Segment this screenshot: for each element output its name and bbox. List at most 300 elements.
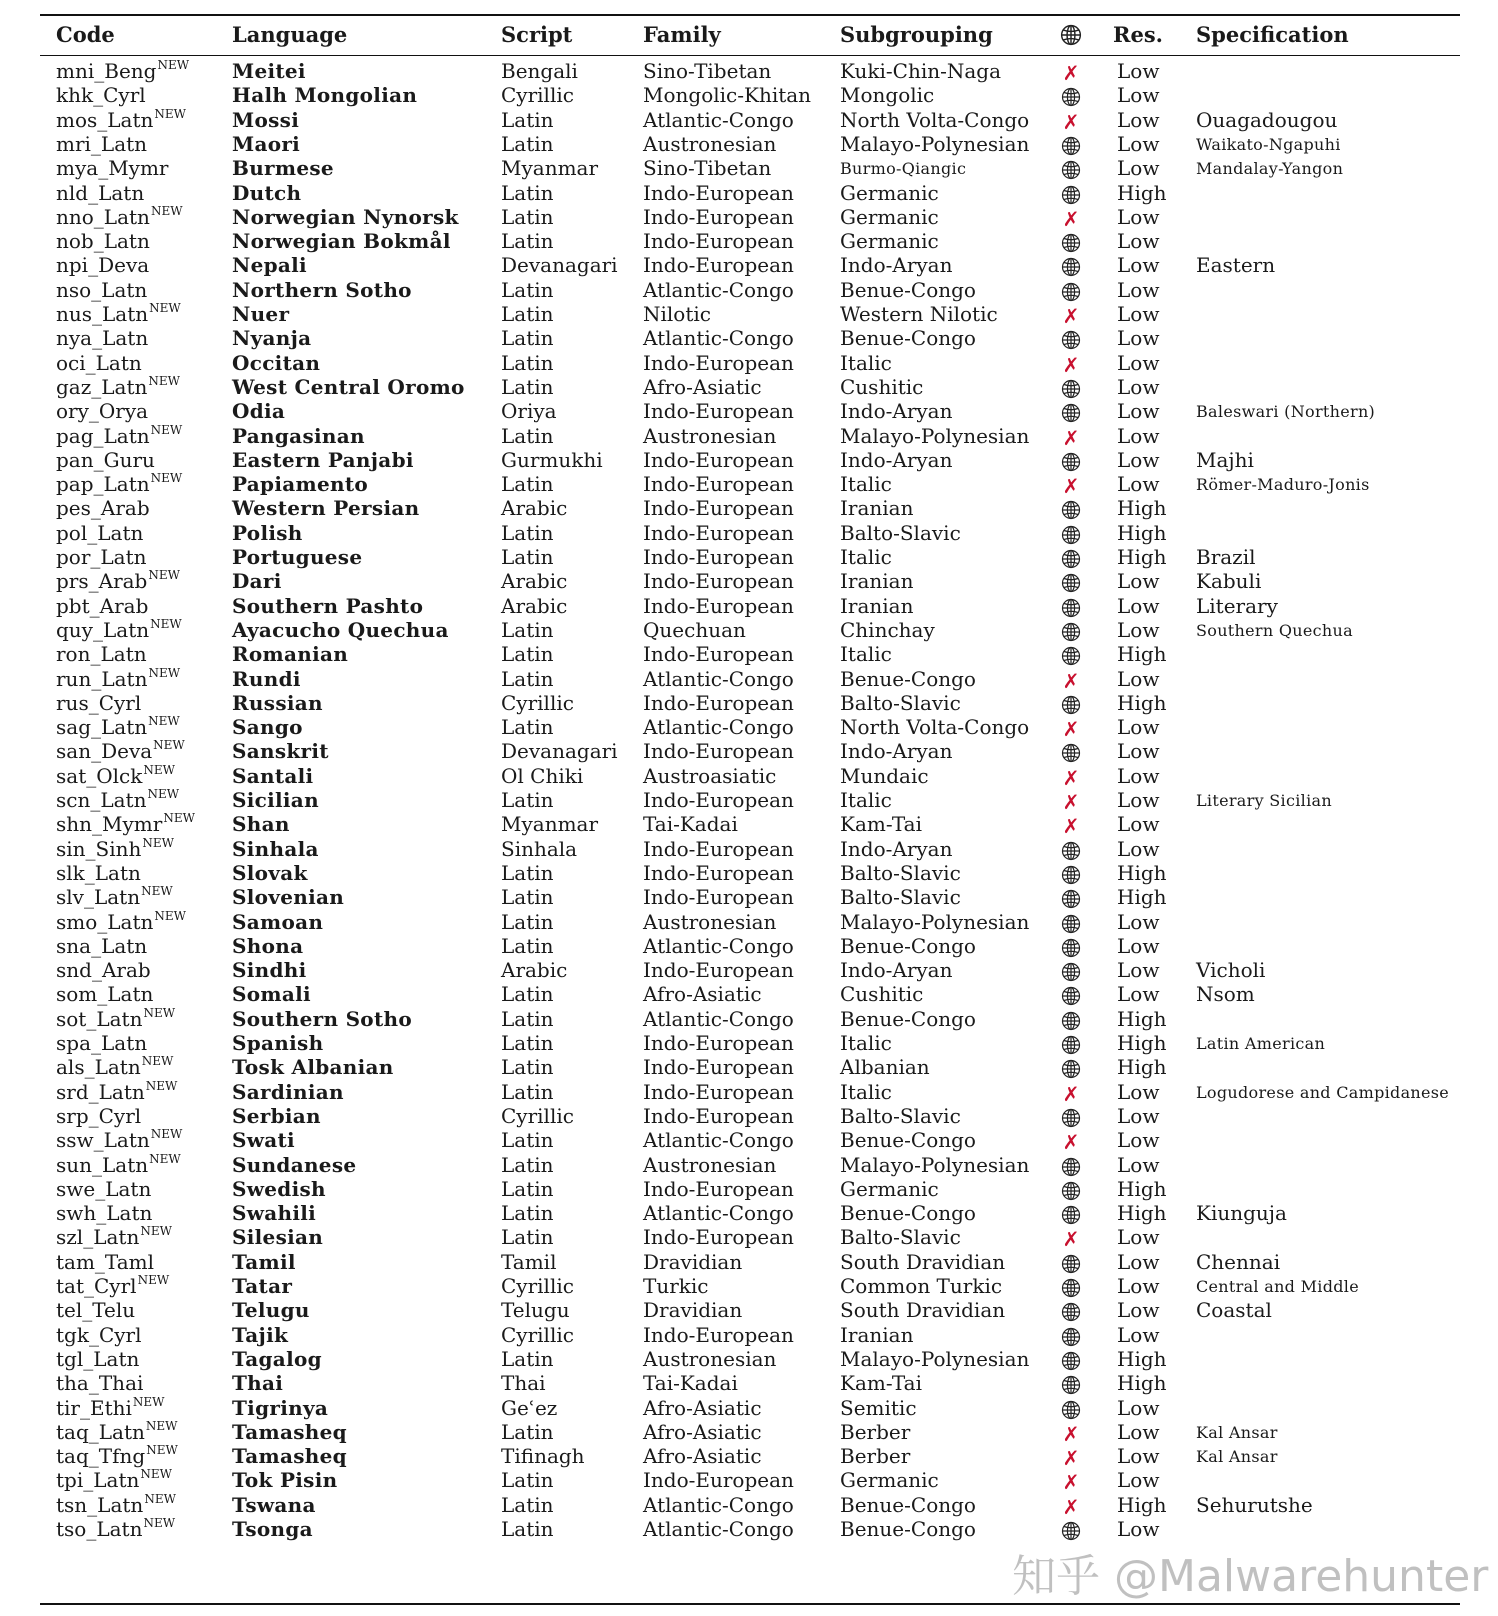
language-cell: Swati [232, 1128, 295, 1153]
specification-cell: Southern Quechua [1196, 620, 1353, 640]
subgrouping-cell: Burmo-Qiangic [840, 159, 967, 179]
family-cell: Indo-European [643, 1468, 794, 1493]
subgrouping-cell: Balto-Slavic [840, 520, 961, 545]
code-text: pag_Latn [56, 423, 150, 448]
family-cell: Indo-European [643, 885, 794, 910]
subgrouping-cell: Germanic [840, 1176, 939, 1201]
subgrouping-cell: Indo-Aryan [840, 253, 953, 278]
resource-level-cell: Low [1117, 399, 1160, 424]
family-cell: Atlantic-Congo [643, 715, 794, 740]
specification-cell: Latin American [1196, 1034, 1326, 1053]
cross-mark-icon: ✗ [1062, 814, 1080, 839]
subgrouping-cell: Balto-Slavic [840, 1103, 961, 1128]
family-cell: Indo-European [643, 739, 794, 764]
language-cell: Serbian [232, 1103, 321, 1128]
family-cell: Indo-European [643, 253, 794, 278]
language-cell: Tajik [232, 1322, 289, 1347]
family-cell: Austronesian [643, 1152, 777, 1177]
new-badge: NEW [144, 1491, 176, 1506]
resource-level-cell: Low [1117, 909, 1160, 934]
script-cell: Latin [501, 1055, 554, 1080]
web-availability-cell [1061, 1254, 1081, 1274]
table-row [0, 1080, 1498, 1105]
cross-mark-icon: ✗ [1062, 474, 1080, 499]
code-text: nya_Latn [56, 326, 149, 351]
cross-mark-icon: ✗ [1062, 425, 1080, 450]
code-text: ory_Orya [56, 399, 149, 424]
code-text: quy_Latn [56, 617, 150, 642]
new-badge: NEW [141, 1054, 174, 1069]
family-cell: Indo-European [643, 204, 794, 229]
language-cell: Northern Sotho [232, 277, 412, 302]
family-cell: Atlantic-Congo [643, 1201, 794, 1226]
family-cell: Indo-European [643, 447, 794, 472]
table-row [0, 934, 1498, 959]
language-cell: Sango [232, 715, 303, 740]
code-cell [56, 399, 148, 424]
header-res: Res. [1113, 22, 1163, 47]
table-row [0, 569, 1498, 594]
script-cell: Arabic [501, 569, 568, 594]
family-cell: Indo-European [643, 788, 794, 812]
code-text: slk_Latn [56, 860, 141, 885]
web-availability-cell [1061, 573, 1081, 593]
resource-level-cell: Low [1117, 423, 1160, 448]
web-availability-cell [1061, 185, 1081, 205]
table-row [0, 472, 1498, 497]
code-cell [56, 1007, 175, 1032]
language-cell: Tsonga [232, 1517, 313, 1541]
cross-mark-icon: ✗ [1062, 109, 1080, 134]
code-text: sot_Latn [56, 1006, 143, 1031]
family-cell: Dravidian [643, 1249, 743, 1274]
resource-level-cell: Low [1117, 253, 1160, 278]
script-cell: Latin [501, 982, 554, 1007]
new-badge: NEW [132, 1394, 165, 1409]
language-cell: Southern Sotho [232, 1006, 412, 1031]
script-cell: Tamil [501, 1249, 557, 1274]
family-cell: Sino-Tibetan [643, 156, 772, 181]
table-row [0, 181, 1498, 206]
specification-cell: Majhi [1196, 447, 1254, 472]
family-cell: Indo-European [643, 1055, 794, 1080]
code-text: swh_Latn [56, 1201, 153, 1226]
web-availability-cell [1061, 1011, 1081, 1031]
web-availability-cell [1061, 282, 1081, 302]
script-cell: Latin [501, 788, 554, 812]
table-row [0, 1055, 1498, 1080]
table-row [0, 788, 1498, 813]
code-cell [56, 1347, 139, 1372]
resource-level-cell: Low [1117, 1152, 1160, 1177]
subgrouping-cell: Malayo-Polynesian [840, 423, 1030, 448]
language-cell: Mossi [232, 107, 300, 132]
new-badge: NEW [157, 58, 190, 72]
table-row [0, 739, 1498, 764]
web-availability-cell [1061, 160, 1081, 180]
code-cell [56, 715, 180, 740]
table-row [0, 1201, 1498, 1226]
subgrouping-cell: Benue-Congo [840, 277, 976, 302]
subgrouping-cell: Benue-Congo [840, 326, 976, 351]
resource-level-cell: Low [1117, 204, 1160, 229]
web-availability-cell [1061, 403, 1081, 423]
subgrouping-cell: Semitic [840, 1395, 917, 1420]
code-text: som_Latn [56, 982, 154, 1007]
language-cell: Tagalog [232, 1346, 322, 1371]
subgrouping-cell: Kam-Tai [840, 812, 922, 837]
resource-level-cell: Low [1117, 1395, 1160, 1420]
resource-level-cell: High [1117, 690, 1167, 715]
table-row [0, 278, 1498, 303]
code-cell [56, 521, 143, 546]
web-availability-cell [1061, 425, 1081, 450]
subgrouping-cell: Benue-Congo [840, 1517, 976, 1541]
code-text: nob_Latn [56, 229, 150, 254]
script-cell: Latin [501, 180, 554, 205]
language-cell: Romanian [232, 642, 349, 667]
code-cell [56, 1104, 141, 1129]
code-cell [56, 1128, 182, 1153]
table-row [0, 1225, 1498, 1250]
table-row [0, 1128, 1498, 1153]
table-row [0, 1153, 1498, 1178]
new-badge: NEW [142, 835, 174, 850]
code-cell [56, 108, 186, 133]
script-cell: Latin [501, 131, 554, 156]
family-cell: Indo-European [643, 1031, 794, 1055]
table-row [0, 642, 1498, 667]
language-cell: Ayacucho Quechua [232, 617, 449, 642]
web-availability-cell [1061, 525, 1081, 545]
code-text: oci_Latn [56, 350, 142, 375]
code-cell [56, 885, 173, 910]
resource-level-cell: High [1117, 642, 1167, 667]
specification-cell: Coastal [1196, 1298, 1272, 1323]
specification-cell: Waikato-Ngapuhi [1196, 134, 1341, 154]
subgrouping-cell: Mongolic [840, 83, 935, 108]
script-cell: Latin [501, 666, 554, 691]
code-text: tgk_Cyrl [56, 1322, 142, 1347]
language-cell: Halh Mongolian [232, 83, 418, 108]
resource-level-cell: Low [1117, 958, 1160, 983]
family-cell: Indo-European [643, 690, 794, 715]
code-text: ssw_Latn [56, 1128, 150, 1153]
web-availability-cell [1061, 306, 1081, 326]
language-cell: Papiamento [232, 472, 369, 497]
new-badge: NEW [150, 203, 183, 218]
web-availability-cell [1061, 1494, 1081, 1519]
resource-level-cell: High [1117, 1176, 1167, 1201]
subgrouping-cell: Indo-Aryan [840, 399, 953, 424]
subgrouping-cell: Malayo-Polynesian [840, 131, 1030, 156]
cross-mark-icon: ✗ [1062, 304, 1080, 328]
family-cell: Indo-European [643, 1103, 794, 1128]
resource-level-cell: High [1117, 1492, 1167, 1517]
resource-level-cell: Low [1117, 617, 1160, 642]
code-text: sat_Olck [56, 763, 143, 788]
table-row [0, 375, 1498, 400]
code-cell [56, 496, 150, 521]
script-cell: Latin [501, 423, 554, 448]
language-cell: Pangasinan [232, 423, 365, 448]
language-cell: Nuer [232, 302, 290, 326]
code-text: npi_Deva [56, 253, 150, 278]
language-cell: West Central Oromo [232, 374, 465, 399]
cross-mark-icon: ✗ [1062, 1227, 1080, 1252]
family-cell: Nilotic [643, 302, 711, 326]
table-row [0, 205, 1498, 230]
resource-level-cell: Low [1117, 1468, 1160, 1493]
script-cell: Bengali [501, 59, 578, 83]
code-cell [56, 739, 185, 764]
subgrouping-cell: Benue-Congo [840, 933, 976, 958]
code-cell [56, 1493, 176, 1518]
resource-level-cell: Low [1117, 1322, 1160, 1347]
language-cell: Sanskrit [232, 739, 329, 764]
specification-cell: Eastern [1196, 253, 1276, 278]
resource-level-cell: High [1117, 1201, 1167, 1226]
table-row [0, 156, 1498, 181]
language-cell: Eastern Panjabi [232, 447, 414, 472]
web-availability-cell [1061, 1400, 1081, 1420]
code-cell [56, 982, 153, 1007]
script-cell: Latin [501, 472, 554, 497]
subgrouping-cell: Germanic [840, 1468, 939, 1493]
new-badge: NEW [140, 1467, 172, 1482]
code-cell [56, 618, 182, 643]
cross-mark-icon: ✗ [1062, 1421, 1080, 1446]
web-availability-cell [1061, 1205, 1081, 1225]
code-cell [56, 205, 183, 230]
script-cell: Arabic [501, 958, 568, 983]
new-badge: NEW [153, 738, 185, 753]
table-row [0, 496, 1498, 521]
code-text: tir_Ethi [56, 1395, 132, 1420]
family-cell: Afro-Asiatic [643, 1444, 762, 1469]
web-availability-cell [1061, 841, 1081, 861]
script-cell: Thai [501, 1371, 546, 1396]
web-availability-cell [1061, 1035, 1081, 1055]
table-row [0, 1517, 1498, 1542]
script-cell: Telugu [501, 1298, 570, 1323]
subgrouping-cell: Mundaic [840, 763, 929, 788]
table-row [0, 1274, 1498, 1299]
language-cell: Tok Pisin [232, 1468, 338, 1493]
family-cell: Indo-European [643, 593, 794, 618]
new-badge: NEW [148, 568, 180, 583]
script-cell: Oriya [501, 399, 557, 424]
table-row [0, 1007, 1498, 1032]
resource-level-cell: Low [1117, 788, 1160, 812]
table-row [0, 691, 1498, 716]
family-cell: Atlantic-Congo [643, 1492, 794, 1517]
family-cell: Indo-European [643, 1322, 794, 1347]
web-availability-cell [1061, 330, 1081, 350]
code-cell [56, 934, 147, 959]
resource-level-cell: Low [1117, 326, 1160, 351]
family-cell: Afro-Asiatic [643, 1419, 762, 1444]
specification-cell: Nsom [1196, 982, 1255, 1007]
script-cell: Cyrillic [501, 1322, 574, 1347]
table-row [0, 1323, 1498, 1348]
code-cell [56, 132, 147, 157]
table-row [0, 108, 1498, 133]
new-badge: NEW [146, 1443, 178, 1458]
subgrouping-cell: North Volta-Congo [840, 715, 1030, 740]
family-cell: Atlantic-Congo [643, 1006, 794, 1031]
resource-level-cell: Low [1117, 107, 1160, 132]
subgrouping-cell: Italic [840, 350, 892, 375]
script-cell: Latin [501, 1006, 554, 1031]
language-cell: Spanish [232, 1031, 324, 1055]
language-cell: Odia [232, 399, 286, 424]
resource-level-cell: Low [1117, 763, 1160, 788]
code-text: taq_Latn [56, 1419, 145, 1444]
cross-mark-icon: ✗ [1062, 1470, 1080, 1495]
new-badge: NEW [154, 106, 186, 121]
subgrouping-cell: Benue-Congo [840, 666, 976, 691]
resource-level-cell: Low [1117, 1103, 1160, 1128]
resource-level-cell: Low [1117, 59, 1160, 83]
code-cell [56, 1225, 172, 1250]
resource-level-cell: Low [1117, 229, 1160, 254]
code-text: scn_Latn [56, 788, 147, 812]
code-cell [56, 691, 141, 716]
script-cell: Latin [501, 933, 554, 958]
code-cell [56, 424, 182, 449]
new-badge: NEW [149, 301, 181, 315]
header-language: Language [232, 22, 348, 47]
specification-cell: Römer-Maduro-Jonis [1196, 475, 1370, 495]
table-row [0, 1298, 1498, 1323]
script-cell: Cyrillic [501, 83, 574, 108]
subgrouping-cell: Iranian [840, 1322, 914, 1347]
code-cell [56, 545, 147, 570]
table-row [0, 1468, 1498, 1493]
code-cell [56, 156, 169, 181]
code-cell [56, 278, 147, 303]
family-cell: Indo-European [643, 472, 794, 497]
table-row [0, 1371, 1498, 1396]
subgrouping-cell: Balto-Slavic [840, 690, 961, 715]
resource-level-cell: Low [1117, 836, 1160, 861]
family-cell: Indo-European [643, 350, 794, 375]
code-cell [56, 1274, 169, 1299]
family-cell: Indo-European [643, 958, 794, 983]
script-cell: Ol Chiki [501, 763, 584, 788]
language-cell: Tamasheq [232, 1444, 347, 1469]
family-cell: Atlantic-Congo [643, 277, 794, 302]
code-text: por_Latn [56, 545, 147, 569]
cross-mark-icon: ✗ [1062, 206, 1080, 231]
table-row [0, 83, 1498, 108]
resource-level-cell: Low [1117, 1274, 1160, 1298]
language-cell: Russian [232, 690, 323, 715]
family-cell: Indo-European [643, 1079, 794, 1104]
web-availability-cell [1061, 695, 1081, 715]
table-row [0, 545, 1498, 570]
script-cell: Devanagari [501, 253, 618, 278]
code-text: nld_Latn [56, 180, 145, 205]
code-text: tsn_Latn [56, 1492, 144, 1517]
script-cell: Cyrillic [501, 1274, 574, 1298]
code-text: mri_Latn [56, 131, 148, 156]
new-badge: NEW [137, 1273, 170, 1287]
code-text: nso_Latn [56, 277, 148, 302]
new-badge: NEW [150, 616, 182, 631]
resource-level-cell: High [1117, 1346, 1167, 1371]
code-cell [56, 351, 142, 376]
resource-level-cell: High [1117, 520, 1167, 545]
script-cell: Myanmar [501, 156, 599, 181]
table-row [0, 521, 1498, 546]
web-availability-cell [1061, 1351, 1081, 1371]
subgrouping-cell: Cushitic [840, 374, 924, 399]
family-cell: Indo-European [643, 229, 794, 254]
code-text: tha_Thai [56, 1371, 144, 1396]
web-availability-cell [1061, 717, 1081, 742]
table-row [0, 958, 1498, 983]
table-row [0, 302, 1498, 327]
subgrouping-cell: Malayo-Polynesian [840, 1346, 1030, 1371]
code-text: gaz_Latn [56, 374, 148, 399]
resource-level-cell: Low [1117, 1079, 1160, 1104]
code-cell [56, 1031, 147, 1056]
family-cell: Afro-Asiatic [643, 982, 762, 1007]
language-cell: Meitei [232, 59, 306, 83]
code-cell [56, 812, 195, 837]
language-cell: Norwegian Nynorsk [232, 204, 459, 229]
web-availability-cell [1061, 646, 1081, 666]
new-badge: NEW [145, 1078, 178, 1093]
new-badge: NEW [143, 762, 175, 777]
table-row [0, 1444, 1498, 1469]
code-text: san_Deva [56, 739, 153, 764]
table-row [0, 885, 1498, 910]
subgrouping-cell: Cushitic [840, 982, 924, 1007]
table-row [0, 982, 1498, 1007]
subgrouping-cell: Berber [840, 1444, 911, 1469]
subgrouping-cell: Italic [840, 472, 892, 497]
code-text: tam_Taml [56, 1249, 154, 1274]
script-cell: Geʿez [501, 1395, 558, 1420]
header-subgrouping: Subgrouping [840, 22, 993, 47]
language-cell: Santali [232, 763, 314, 788]
table-row [0, 667, 1498, 692]
specification-cell: Baleswari (Northern) [1196, 402, 1376, 422]
web-availability-cell [1061, 1302, 1081, 1322]
table-row [0, 910, 1498, 935]
code-cell [56, 83, 146, 108]
code-cell [56, 181, 144, 206]
web-availability-cell [1061, 1470, 1081, 1495]
code-cell [56, 1517, 175, 1542]
web-availability-cell [1061, 109, 1081, 134]
script-cell: Latin [501, 1176, 554, 1201]
specification-cell: Central and Middle [1196, 1277, 1359, 1296]
web-availability-cell [1061, 1327, 1081, 1347]
web-availability-cell [1061, 1108, 1081, 1128]
subgrouping-cell: Kam-Tai [840, 1371, 922, 1396]
code-cell [56, 1371, 143, 1396]
code-cell [56, 764, 175, 789]
table-row [0, 253, 1498, 278]
language-cell: Polish [232, 520, 303, 545]
resource-level-cell: Low [1117, 83, 1160, 108]
web-availability-cell [1061, 938, 1081, 958]
code-cell [56, 958, 151, 983]
